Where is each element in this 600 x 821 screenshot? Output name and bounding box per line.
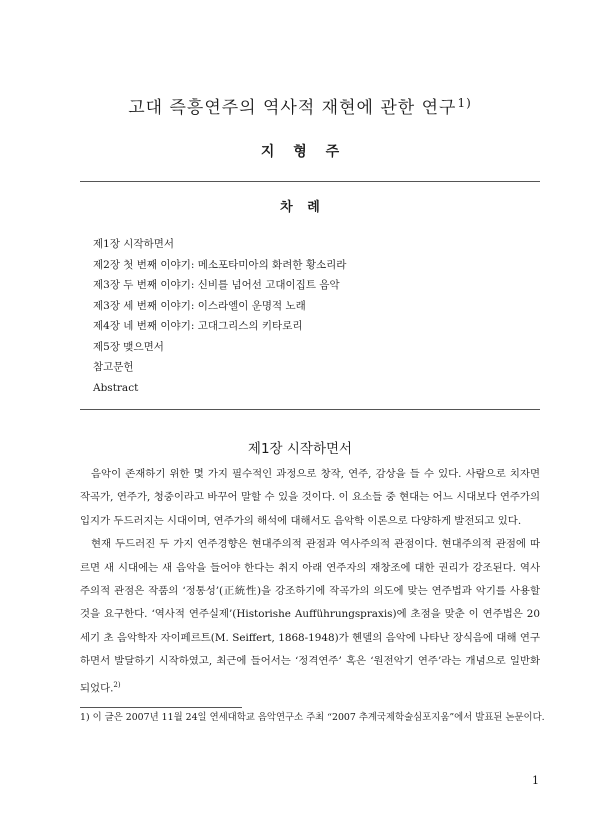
toc-item: 제2장 첫 번째 이야기: 메소포타미아의 화려한 황소리라 [93,258,347,271]
body-paragraph-2 [80,533,540,700]
toc-item: 제3장 세 번째 이야기: 이스라엘이 운명적 노래 [93,299,306,312]
toc-item: Abstract [93,381,139,394]
footnote-text: 이 글은 2007년 11월 24일 연세대학교 음악연구소 주최 “2007 추계국제학술심포지움”에서 발표된 논문이다. [92,712,545,723]
footnote-mark: 1) [80,712,90,723]
toc-item: 제1장 시작하면서 [93,238,175,250]
author-name: 지 형 주 [260,144,340,160]
page-number: 1 [532,774,539,787]
paper-title-text: 고대 즉흥연주의 역사적 재현에 관한 연구 [128,98,457,118]
footnote-1 [80,711,545,725]
toc-top-rule [80,181,540,182]
body-text [80,463,540,701]
toc-item: 참고문헌 [93,361,134,373]
title-footnote-mark: 1) [457,96,472,110]
toc-bottom-rule [80,409,540,410]
toc-item: 제5장 맺으면서 [93,340,164,353]
body-paragraph-1: 음악이 존재하기 위한 몇 가지 필수적인 과정으로 창작, 연주, 감상을 들 수 있다. 사람으로 치자면 작곡가, 연주가, 청중이라고 바꾸어 말할 수 있을 것이다. 이 요소들 중 현대는 어느 시대보다 연주가의 입지가 두드러지는 시대이며, 연주가의 해석에 대해서도 음악학 이론으로 다양하게 발전되고 있다. [80,468,540,527]
paper-title [0,93,600,118]
body-paragraph-2-text: 현재 두드러진 두 가지 연주경향은 현대주의적 관점과 역사주의적 관점이다. 현대주의적 관점에 따르면 새 시대에는 새 음악을 들어야 한다는 취지 아래 연주자의 재창조에 대한 권리가 강조된다. 역사주의적 관점은 작품의 ‘정통성’(正統性)을 강조하기에 작곡가의 의도에 맞는 연주법과 악기를 사용할 것을 요구한다. ‘역사적 연주실제’(Historishe Aufführungspraxis)에 초점을 맞춘 이 연주법은 20세기 초 음악학자 자이페르트(M. Seiffert, 1868-1948)가 헨델의 음악에 나타난 장식음에 대해 연구하면서 발달하기 시작하였고, 최근에 들어서는 ‘정격연주’ 혹은 ‘원전악기 연주’라는 개념으로 일반화되었다. [80,538,540,695]
toc-item: 제3장 두 번째 이야기: 신비를 넘어선 고대이집트 음악 [93,279,340,291]
table-of-contents [93,234,346,398]
footnote-ref-2: 2) [113,680,121,689]
toc-heading: 차 례 [280,200,320,215]
toc-item: 제4장 네 번째 이야기: 고대그리스의 키타로리 [93,320,303,332]
section-heading: 제1장 시작하면서 [247,441,353,457]
footnote-rule [80,707,242,708]
